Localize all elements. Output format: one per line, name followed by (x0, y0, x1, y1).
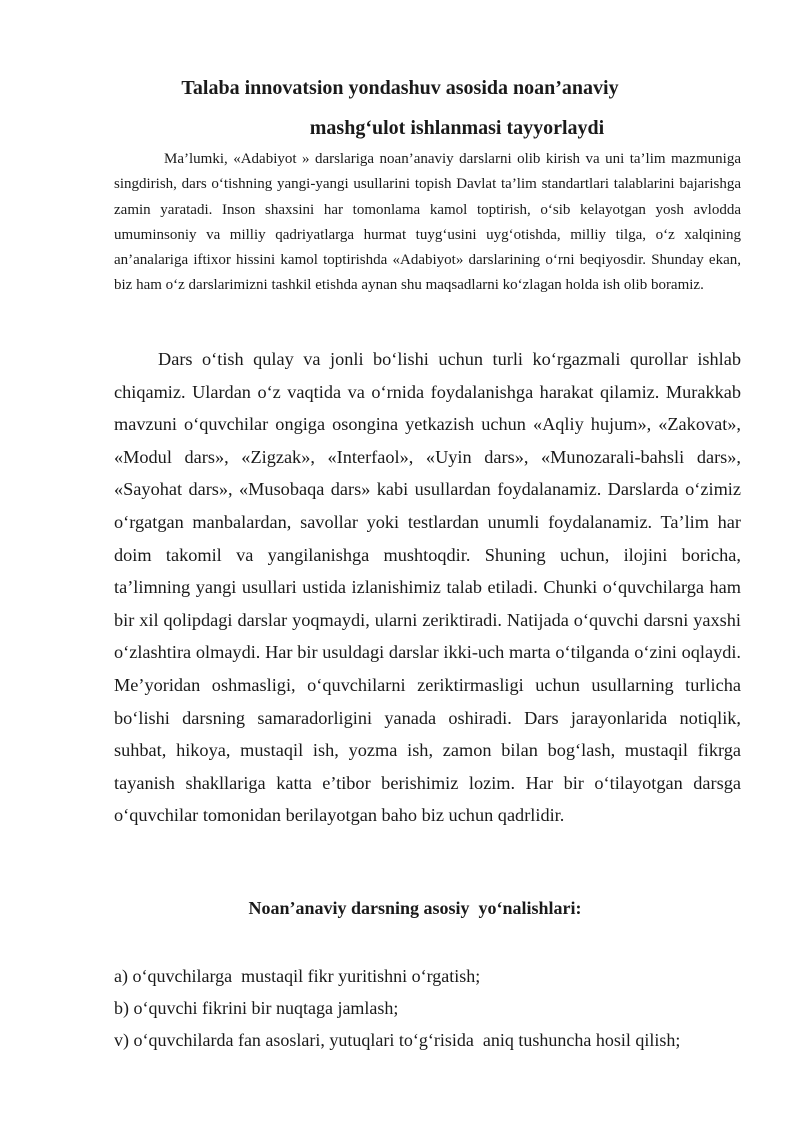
list-item: b) o‘quvchi fikrini bir nuqtaga jamlash; (114, 998, 399, 1018)
document-title-line-2: mashg‘ulot ishlanmasi tayyorlaydi (309, 117, 605, 139)
intro-paragraph: Ma’lumki, «Adabiyot » darslariga noan’anaviy darslarni olib kirish va uni ta’lim mazmuniga singdirish, dars o‘tishning yangi-yangi usullarini topish Davlat ta’lim standartlari talablarini bajarishga zamin yaratadi. Inson shaxsini har tomonlama kamol toptirish, o‘sib kelayotgan yosh avlodda umuminsoniy va milliy qadriyatlarga hurmat tuyg‘usini uyg‘otishda, milliy tilga, o‘z xalqining an’analariga iftixor hissini kamol toptirishda «Adabiyot» darslarining o‘rni beqiyosdir. Shunday ekan, biz ham o‘z darslarimizni tashkil etishda aynan shu maqsadlarni ko‘zlagan holda ish olib boramiz. (114, 151, 741, 294)
section-heading: Noan’anaviy darsning asosiy yo‘nalishlari: (248, 898, 582, 918)
list-item: v) o‘quvchilarda fan asoslari, yutuqlari to‘g‘risida aniq tushuncha hosil qilish; (114, 1030, 681, 1050)
document-title-line-1: Talaba innovatsion yondashuv asosida noan’anaviy (181, 77, 619, 99)
directions-list (114, 960, 754, 1056)
list-item: a) o‘quvchilarga mustaqil fikr yuritishni o‘rgatish; (114, 966, 481, 986)
main-paragraph: Dars o‘tish qulay va jonli bo‘lishi uchun turli ko‘rgazmali qurollar ishlab chiqamiz. Ulardan o‘z vaqtida va o‘rnida foydalanishga harakat qilamiz. Murakkab mavzuni o‘quvchilar ongiga osongina yetkazish uchun «Aqliy hujum», «Zakovat», «Modul dars», «Zigzak», «Interfaol», «Uyin dars», «Munozarali-bahsli dars», «Sayohat dars», «Musobaqa dars» kabi usullardan foydalanamiz. Darslarda o‘zimiz o‘rgatgan manbalardan, savollar yoki testlardan unumli foydalanamiz. Ta’lim har doim takomil va yangilanishga mushtoqdir. Shuning uchun, ilojini boricha, ta’limning yangi usullari ustida izlanishimiz talab etiladi. Chunki o‘quvchilarga ham bir xil qolipdagi darslar yoqmaydi, ularni zeriktiradi. Natijada o‘quvchi darsni yaxshi o‘zlashtira olmaydi. Har bir usuldagi darslar ikki-uch marta o‘tilganda o‘zini oqlaydi. Me’yoridan oshmasligi, o‘quvchilarni zeriktirmasligi uchun usullarning turlicha bo‘lishi darsning samaradorligini yanada oshiradi. Dars jarayonlarida notiqlik, suhbat, hikoya, mustaqil ish, yozma ish, zamon bilan bog‘lash, mustaqil fikrga tayanish shakllariga katta e’tibor berishimiz lozim. Har bir o‘tilayotgan darsga o‘quvchilar tomonidan berilayotgan baho biz uchun qadrlidir. (114, 349, 741, 826)
